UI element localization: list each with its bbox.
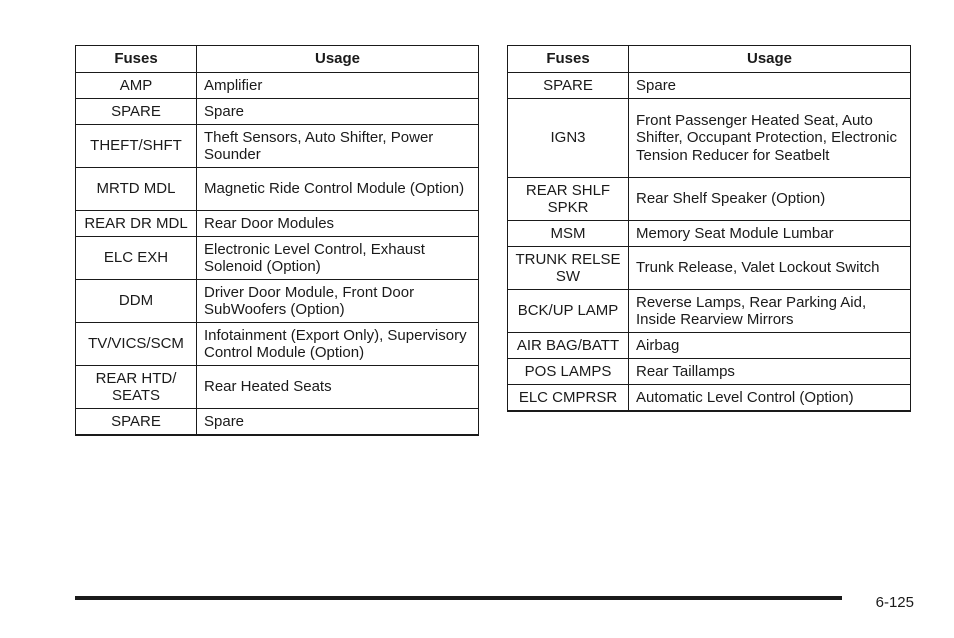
table-row (508, 247, 911, 290)
table-row (76, 323, 479, 366)
table-row (508, 333, 911, 359)
table-row (76, 280, 479, 323)
fuse-cell: AMP (76, 73, 197, 99)
table-row (508, 99, 911, 178)
fuse-cell: ELC CMPRSR (508, 385, 629, 412)
fuse-table-right (507, 45, 911, 412)
usage-cell: Magnetic Ride Control Module (Option) (197, 168, 479, 211)
usage-cell: Electronic Level Control, Exhaust Solenoid (Option) (197, 237, 479, 280)
usage-cell: Memory Seat Module Lumbar (629, 221, 911, 247)
fuse-cell: DDM (76, 280, 197, 323)
table-row (76, 211, 479, 237)
table-row (508, 178, 911, 221)
usage-cell: Infotainment (Export Only), Supervisory Control Module (Option) (197, 323, 479, 366)
fuse-cell: SPARE (76, 409, 197, 436)
fuse-cell: MSM (508, 221, 629, 247)
fuse-cell: AIR BAG/BATT (508, 333, 629, 359)
fuse-cell: IGN3 (508, 99, 629, 178)
table-row (508, 385, 911, 412)
usage-cell: Amplifier (197, 73, 479, 99)
table-row (508, 73, 911, 99)
fuse-cell: REAR DR MDL (76, 211, 197, 237)
usage-cell: Theft Sensors, Auto Shifter, Power Sounder (197, 125, 479, 168)
fuse-cell: SPARE (76, 99, 197, 125)
usage-cell: Rear Heated Seats (197, 366, 479, 409)
table-row (76, 168, 479, 211)
fuse-cell: TRUNK RELSE SW (508, 247, 629, 290)
table-header-row (508, 46, 911, 73)
usage-cell: Driver Door Module, Front Door SubWoofers (Option) (197, 280, 479, 323)
usage-cell: Spare (629, 73, 911, 99)
fuse-table-left (75, 45, 479, 436)
usage-cell: Airbag (629, 333, 911, 359)
fuse-cell: ELC EXH (76, 237, 197, 280)
table-row (76, 125, 479, 168)
fuse-cell: SPARE (508, 73, 629, 99)
usage-cell: Spare (197, 99, 479, 125)
table-row (76, 99, 479, 125)
fuse-cell: BCK/UP LAMP (508, 290, 629, 333)
fuse-cell: REAR HTD/ SEATS (76, 366, 197, 409)
header-fuses: Fuses (76, 46, 197, 73)
usage-cell: Rear Taillamps (629, 359, 911, 385)
fuse-cell: POS LAMPS (508, 359, 629, 385)
table-row (76, 237, 479, 280)
fuse-cell: MRTD MDL (76, 168, 197, 211)
usage-cell: Trunk Release, Valet Lockout Switch (629, 247, 911, 290)
usage-cell: Rear Door Modules (197, 211, 479, 237)
fuse-cell: REAR SHLF SPKR (508, 178, 629, 221)
page-number: 6-125 (875, 594, 914, 611)
usage-cell: Spare (197, 409, 479, 436)
usage-cell: Automatic Level Control (Option) (629, 385, 911, 412)
header-usage: Usage (629, 46, 911, 73)
table-row (76, 409, 479, 436)
usage-cell: Rear Shelf Speaker (Option) (629, 178, 911, 221)
header-usage: Usage (197, 46, 479, 73)
table-row (508, 221, 911, 247)
table-row (76, 366, 479, 409)
usage-cell: Front Passenger Heated Seat, Auto Shifter, Occupant Protection, Electronic Tension Reducer for Seatbelt (629, 99, 911, 178)
table-header-row (76, 46, 479, 73)
table-row (76, 73, 479, 99)
table-row (508, 290, 911, 333)
fuse-cell: TV/VICS/SCM (76, 323, 197, 366)
footer-rule (75, 596, 842, 600)
table-row (508, 359, 911, 385)
fuse-cell: THEFT/SHFT (76, 125, 197, 168)
header-fuses: Fuses (508, 46, 629, 73)
usage-cell: Reverse Lamps, Rear Parking Aid, Inside Rearview Mirrors (629, 290, 911, 333)
